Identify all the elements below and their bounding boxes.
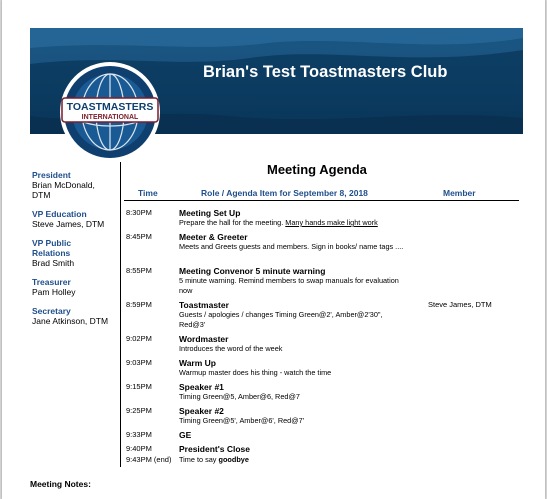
row-title: Meeter & Greeter [179, 232, 248, 242]
officer-name: Pam Holley [32, 287, 76, 297]
row-description [179, 455, 409, 465]
row-time: 9:02PM [126, 334, 152, 343]
row-description: Timing Green@5, Amber@6, Red@7 [179, 392, 300, 401]
row-title: GE [179, 430, 192, 440]
row-title: Warm Up [179, 358, 216, 368]
officer-vp-public-relations [32, 238, 92, 268]
row-time: 8:59PM [126, 300, 152, 309]
officer-role: President [32, 170, 71, 180]
row-time: 9:15PM [126, 382, 152, 391]
officer-role: Secretary [32, 306, 71, 316]
row-description: Meets and Greets guests and members. Sign in books/ name tags .... [179, 242, 404, 251]
officer-role: VP Public Relations [32, 238, 72, 258]
row-title: President's Close [179, 444, 250, 454]
row-title: Speaker #2 [179, 406, 224, 416]
row-item [179, 444, 409, 454]
logo-text-top: TOASTMASTERS [66, 101, 154, 113]
row-description-text: Prepare the hall for the meeting. [179, 218, 284, 227]
row-title: Speaker #1 [179, 382, 224, 392]
row-time: 8:55PM [126, 266, 152, 275]
row-title: Toastmaster [179, 300, 229, 310]
row-member: Steve James, DTM [428, 300, 492, 309]
row-description [179, 218, 409, 228]
document-page [2, 0, 545, 499]
header-rule [124, 200, 519, 201]
row-title: Meeting Convenor 5 minute warning [179, 266, 326, 276]
row-description-text: Time to say [179, 455, 217, 464]
officer-name: DTM [32, 190, 51, 200]
column-header-role: Role / Agenda Item for September 8, 2018 [201, 188, 368, 198]
officer-name: Brian McDonald, [32, 180, 95, 190]
row-time: 9:43PM (end) [126, 455, 172, 464]
row-time: 9:33PM [126, 430, 152, 439]
row-item [179, 455, 409, 465]
row-time: 8:45PM [126, 232, 152, 241]
row-item [179, 430, 409, 440]
agenda-title: Meeting Agenda [267, 162, 367, 177]
officer-president [32, 170, 95, 200]
column-header-time: Time [138, 188, 158, 198]
row-title: Wordmaster [179, 334, 229, 344]
officer-name: Jane Atkinson, DTM [32, 316, 109, 326]
meeting-notes-label: Meeting Notes: [30, 479, 91, 489]
row-description-underlined: Many hands make light work [285, 218, 378, 227]
row-item [179, 266, 409, 295]
row-item [179, 358, 409, 378]
officer-role: VP Education [32, 209, 87, 219]
row-item [179, 382, 409, 402]
officer-treasurer [32, 277, 75, 297]
row-time: 8:30PM [126, 208, 152, 217]
club-name: Brian's Test Toastmasters Club [203, 63, 448, 81]
officer-name: Steve James, DTM [32, 219, 105, 229]
officer-vp-education [32, 209, 104, 229]
row-item [179, 232, 409, 252]
row-time: 9:40PM [126, 444, 152, 453]
column-header-member: Member [443, 188, 476, 198]
row-description: 5 minute warning. Remind members to swap manuals for evaluation now [179, 276, 399, 295]
row-description: Introduces the word of the week [179, 344, 283, 353]
row-item [179, 334, 409, 354]
row-title: Meeting Set Up [179, 208, 241, 218]
officer-name: Brad Smith [32, 258, 75, 268]
row-description-bold: goodbye [218, 455, 249, 464]
logo-text-bottom: INTERNATIONAL [81, 114, 139, 121]
row-description: Warmup master does his thing - watch the time [179, 368, 332, 377]
row-item [179, 406, 409, 426]
row-description: Guests / apologies / changes Timing Green@2', Amber@2'30", Red@3' [179, 310, 383, 329]
toastmasters-logo [58, 60, 162, 164]
row-item [179, 300, 409, 329]
row-time: 9:03PM [126, 358, 152, 367]
officer-secretary [32, 306, 108, 326]
officer-role: Treasurer [32, 277, 71, 287]
row-time: 9:25PM [126, 406, 152, 415]
row-description: Timing Green@5', Amber@6', Red@7' [179, 416, 305, 425]
column-divider [120, 162, 121, 467]
row-item [179, 208, 409, 228]
